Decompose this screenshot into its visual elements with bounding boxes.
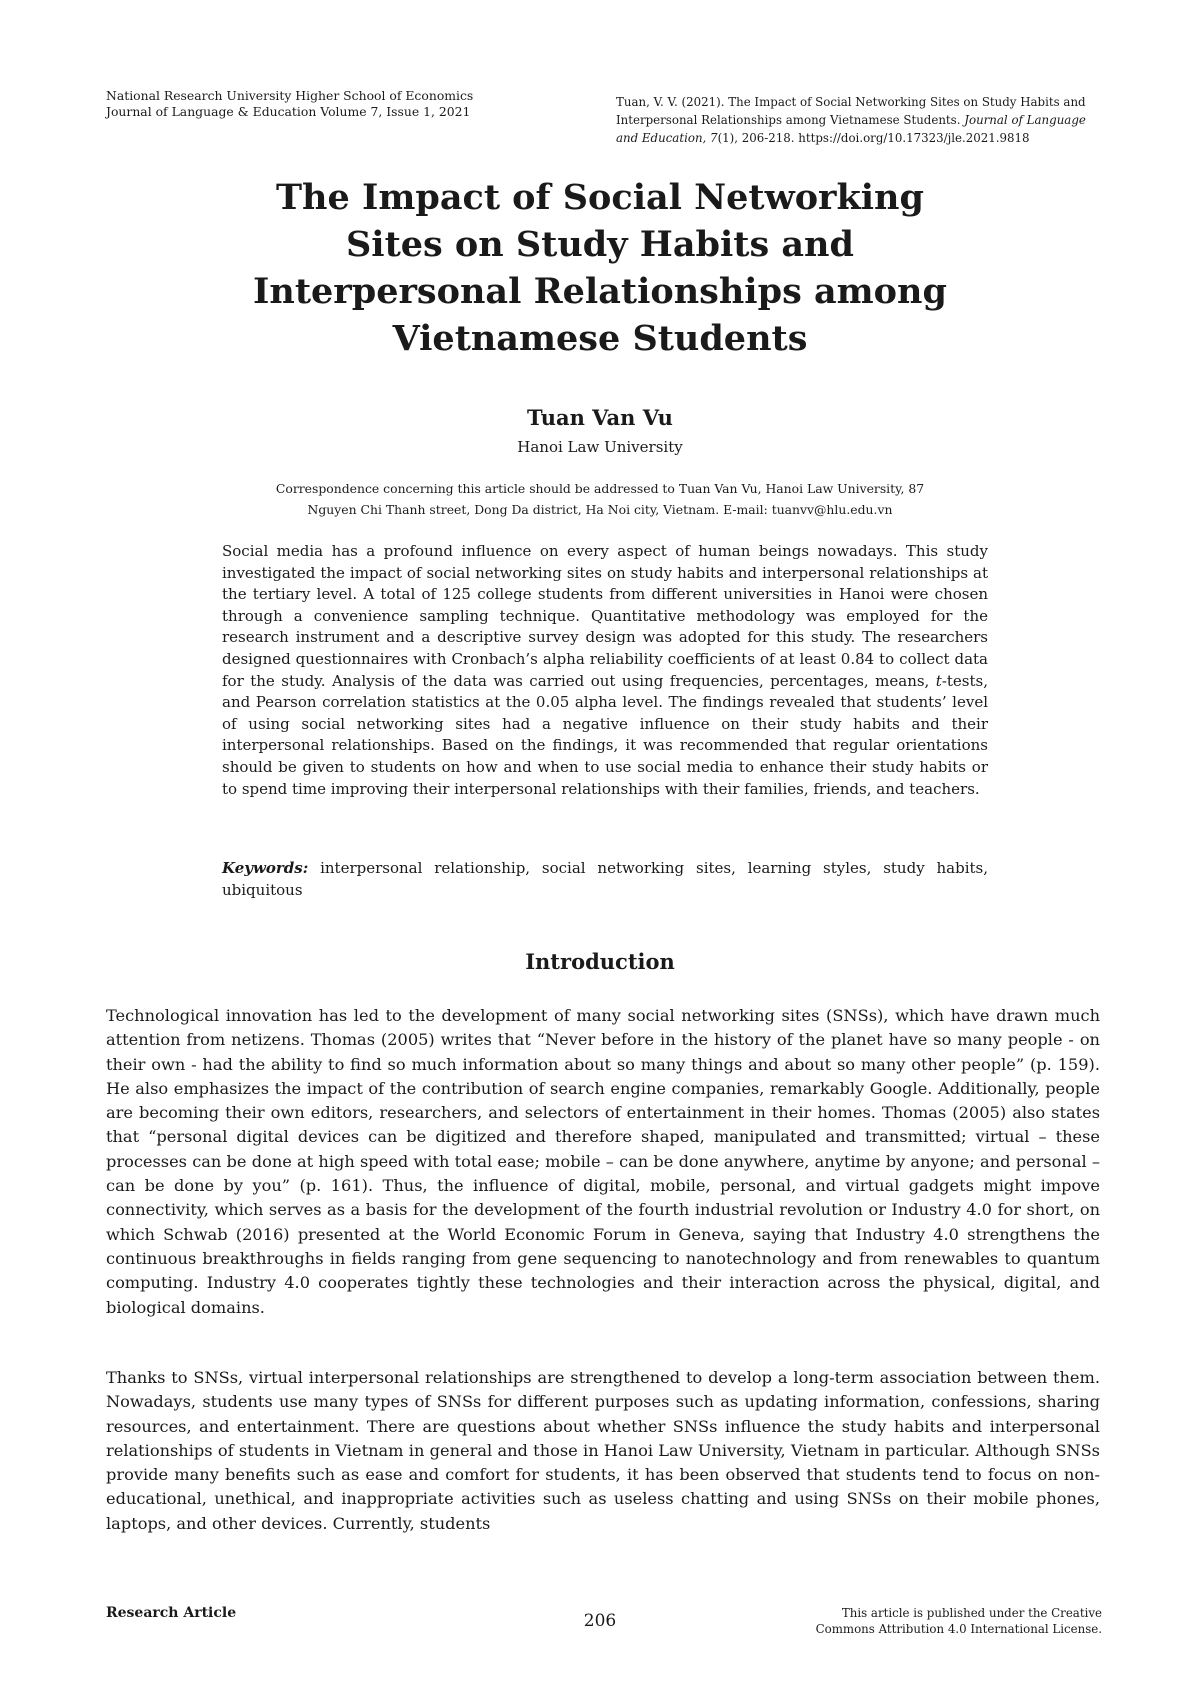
article-type: Research Article (106, 1605, 237, 1621)
journal-header (106, 88, 506, 120)
keywords-list: interpersonal relationship, social networking sites, learning styles, study habits, ubiquitous (222, 859, 988, 899)
citation-text: Tuan, V. V. (2021). The Impact of Social Networking Sites on Study Habits and Interpersonal Relationships among Vietnamese Students. (616, 95, 1086, 127)
correspondence-note (200, 478, 1000, 520)
license-line: This article is published under the Creative (841, 1606, 1102, 1620)
page-number: 206 (583, 1611, 617, 1631)
keywords (222, 858, 988, 901)
body-paragraph: Technological innovation has led to the development of many social networking sites (SNSs), which have drawn much attention from netizens. Thomas (2005) writes that “Never before in the history of the planet have so many people - on their own - had the ability to find so much information about so many things and about so many other people” (p. 159). He also emphasizes the impact of the contribution of search engine companies, remarkably Google. Additionally, people are becoming their own editors, researchers, and selectors of entertainment in their homes. Thomas (2005) also states that “personal digital devices can be digitized and therefore shaped, manipulated and transmitted; virtual – these processes can be done at high speed with total ease; mobile – can be done anywhere, anytime by anyone; and personal – can be done by you” (p. 161). Thus, the influence of digital, mobile, personal, and virtual gadgets might impove connectivity, which serves as a basis for the development of the fourth industrial revolution or Industry 4.0 for short, on which Schwab (2016) presented at the World Economic Forum in Geneva, saying that Industry 4.0 strengthens the continuous breakthroughs in fields ranging from gene sequencing to nanotechnology and from renewables to quantum computing. Industry 4.0 cooperates tightly these technologies and their interaction across the physical, digital, and biological domains. (106, 1006, 1100, 1317)
paper-title (150, 174, 1050, 362)
abstract (222, 541, 988, 800)
title-line: Sites on Study Habits and (346, 224, 854, 265)
title-line: Interpersonal Relationships among (253, 271, 947, 312)
citation-journal: Journal of Language and Education, 7 (616, 113, 1086, 145)
keywords-label: Keywords: (222, 859, 309, 877)
license-line: Commons Attribution 4.0 International License. (815, 1622, 1102, 1636)
author-affiliation: Hanoi Law University (517, 438, 683, 456)
publisher-name: National Research University Higher School of Economics (106, 88, 474, 103)
section-heading-introduction: Introduction (525, 949, 675, 974)
citation-doi[interactable]: (1), 206-218. https://doi.org/10.17323/jle.2021.9818 (717, 131, 1030, 145)
citation-block (616, 93, 1104, 147)
author-name: Tuan Van Vu (527, 405, 673, 430)
abstract-italic: t (935, 671, 942, 690)
journal-issue: Journal of Language & Education Volume 7, Issue 1, 2021 (106, 104, 471, 119)
correspondence-line: Correspondence concerning this article should be addressed to Tuan Van Vu, Hanoi Law University, 87 (275, 481, 925, 496)
title-line: Vietnamese Students (392, 318, 808, 359)
abstract-text: -tests, and Pearson correlation statistics at the 0.05 alpha level. The findings revealed that students’ level of using social networking sites had a negative influence on their study habits and their interpersonal relationships. Based on the findings, it was recommended that regular orientations should be given to students on how and when to use social media to enhance their study habits or to spend time improving their interpersonal relationships with their families, friends, and teachers. (222, 671, 988, 798)
abstract-text: Social media has a profound influence on every aspect of human beings nowadays. This study investigated the impact of social networking sites on study habits and interpersonal relationships at the tertiary level. A total of 125 college students from different universities in Hanoi were chosen through a convenience sampling technique. Quantitative methodology was employed for the research instrument and a descriptive survey design was adopted for this study. The researchers designed questionnaires with Cronbach’s alpha reliability coefficients of at least 0.84 to collect data for the study. Analysis of the data was carried out using frequencies, percentages, means, (222, 542, 988, 690)
body-paragraph: Thanks to SNSs, virtual interpersonal relationships are strengthened to develop a long-term association between them. Nowadays, students use many types of SNSs for different purposes such as updating information, confessions, sharing resources, and entertainment. There are questions about whether SNSs influence the study habits and interpersonal relationships of students in Vietnam in general and those in Hanoi Law University, Vietnam in particular. Although SNSs provide many benefits such as ease and comfort for students, it has been observed that students tend to focus on non-educational, unethical, and inappropriate activities such as useless chatting and using SNSs on their mobile phones, laptops, and other devices. Currently, students (106, 1368, 1100, 1533)
title-line: The Impact of Social Networking (276, 177, 924, 218)
license-note (760, 1605, 1102, 1637)
correspondence-line[interactable]: Nguyen Chi Thanh street, Dong Da district, Ha Noi city, Vietnam. E-mail: tuanvv@hlu.edu.vn (307, 502, 893, 517)
